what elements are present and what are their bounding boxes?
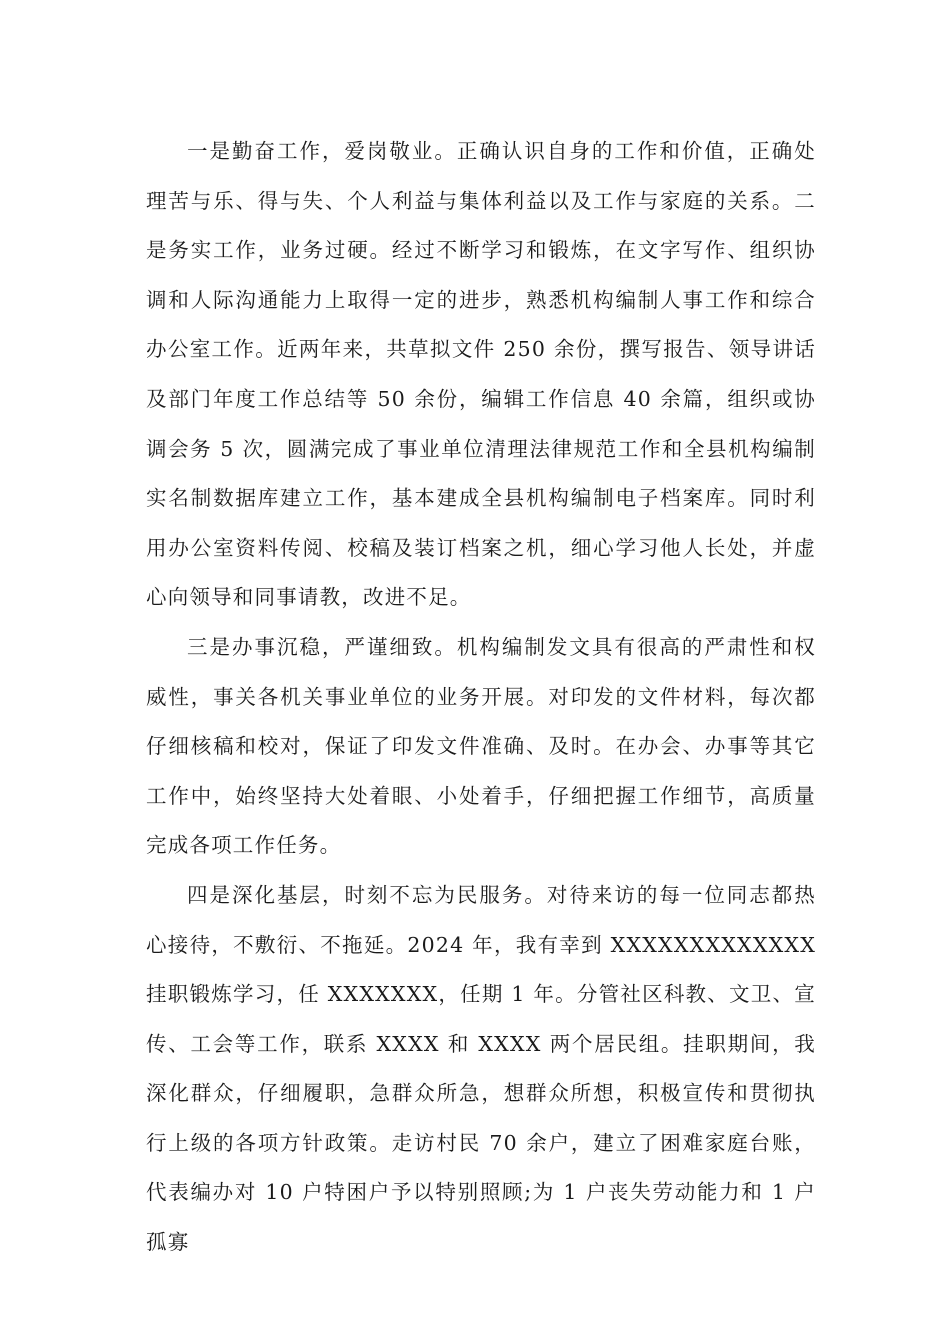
text-line: 编办对 10 户特困户予以特别照顾;为 1 户丧失劳动能力和 1 户孤寡 [146,1180,816,1255]
text-line: 织协调和人际沟通能力上取得一定的进步，熟悉机构编制人事工作 [146,238,816,312]
text-line: 组织或协调会务 5 次，圆满完成了事业单位清理法律规范工作和全 [146,386,816,461]
text-line: 众，仔细履职，急群众所急，想群众所想，积极宣传和贯彻执行上 [146,1081,816,1155]
text-line: 热心接待，不敷衍、不拖延。2024 年，我有幸到 XXXXXXXXXXXXX 挂 [146,882,816,1007]
text-line: 次都仔细核稿和校对，保证了印发文件准确、及时。在办会、办事 [146,684,816,759]
text-line: 领导讲话及部门年度工作总结等 50 余份，编辑工作信息 40 余篇， [146,337,816,411]
text-line: 他人长处，并虚心向领导和同事请教，改进不足。 [146,535,816,610]
text-line: 职锻炼学习，任 XXXXXXX，任期 1 年。分管社区科教、文卫、宣传、 [146,982,816,1056]
text-line: 权威性，事关各机关事业单位的业务开展。对印发的文件材料，每 [146,634,816,709]
paragraph-3 [146,871,816,1268]
document-body [146,127,816,1268]
paragraph-1 [146,127,816,623]
text-line: 等其它工作中，始终坚持大处着眼、小处着手，仔细把握工作细节， [146,734,816,808]
text-line: 案库。同时利用办公室资料传阅、校稿及装订档案之机，细心学习 [146,486,816,560]
text-line: 和综合办公室工作。近两年来，共草拟文件 250 余份，撰写报告、 [146,287,816,362]
text-line: 高质量完成各项工作任务。 [146,783,816,858]
text-line: 处理苦与乐、得与失、个人利益与集体利益以及工作与家庭的关系。 [146,139,816,213]
text-line: 级的各项方针政策。走访村民 70 余户，建立了困难家庭台账，代表 [146,1130,816,1205]
text-line: 三是办事沉稳，严谨细致。机构编制发文具有很高的严肃性和 [187,634,795,659]
text-line: 县机构编制实名制数据库建立工作，基本建成全县机构编制电子档 [146,436,816,511]
text-line: 二是务实工作，业务过硬。经过不断学习和锻炼，在文字写作、组 [146,188,816,263]
text-line: 四是深化基层，时刻不忘为民服务。对待来访的每一位同志都 [187,882,795,907]
text-line: 一是勤奋工作，爱岗敬业。正确认识自身的工作和价值，正确 [187,139,795,163]
text-line: 工会等工作，联系 XXXX 和 XXXX 两个居民组。挂职期间，我深化群 [146,1031,816,1106]
paragraph-2 [146,623,816,871]
